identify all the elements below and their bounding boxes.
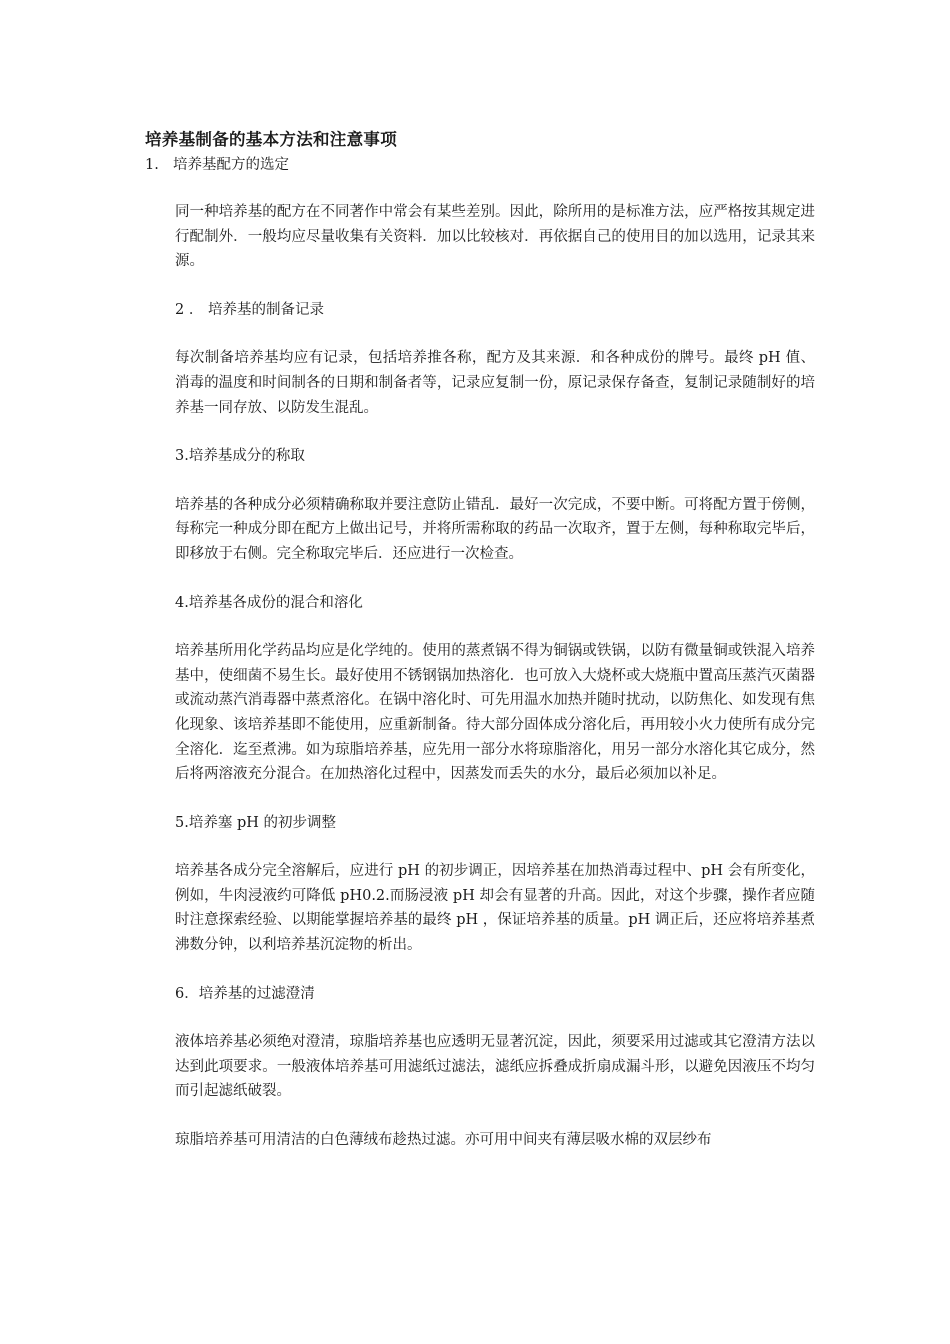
- section-heading-text: 培养基配方的选定: [173, 157, 289, 173]
- paragraph: 培养基的各种成分必须精确称取并要注意防止错乱．最好一次完成，不要中断。可将配方置于傍侧，每称完一种成分即在配方上做出记号，并将所需称取的药品一次取齐，置于左侧，每种称取完毕后，即移放于右侧。完全称取完毕后．还应进行一次检查。: [175, 496, 815, 562]
- section-heading: 2 ． 培养基的制备记录: [175, 301, 324, 318]
- paragraph: 琼脂培养基可用清洁的白色薄绒布趁热过滤。亦可用中间夹有薄层吸水棉的双层纱布: [175, 1132, 712, 1149]
- section-heading: 3.培养基成分的称取: [175, 448, 305, 465]
- section-heading: 4.培养基各成份的混合和溶化: [175, 594, 363, 611]
- section-heading: 6．培养基的过滤澄清: [175, 985, 315, 1002]
- document-title: 培养基制备的基本方法和注意事项: [145, 130, 397, 149]
- paragraph: 培养基所用化学药品均应是化学纯的。使用的蒸煮锅不得为铜锅或铁锅，以防有微量铜或铁混入培养基中，使细菌不易生长。最好使用不锈钢锅加热溶化．也可放入大烧杯或大烧瓶中置高压蒸汽灭菌器或流动蒸汽消毒器中蒸煮溶化。在锅中溶化时、可先用温水加热并随时扰动，以防焦化、如发现有焦化现象、该培养基即不能使用，应重新制备。待大部分固体成分溶化后，再用较小火力使所有成分完全溶化．迄至煮沸。如为琼脂培养基，应先用一部分水将琼脂溶化，用另一部分水溶化其它成分，然后将两溶液充分混合。在加热溶化过程中，因蒸发而丢失的水分，最后必须加以补足。: [175, 643, 815, 783]
- paragraph: 液体培养基必须绝对澄清，琼脂培养基也应透明无显著沉淀，因此，须要采用过滤或其它澄清方法以达到此项要求。一般液体培养基可用滤纸过滤法，滤纸应拆叠成折扇成漏斗形，以避免因液压不均匀而引起滤纸破裂。: [175, 1034, 815, 1100]
- document-body: [175, 200, 815, 1177]
- section-heading: 5.培养塞 pH 的初步调整: [175, 814, 336, 831]
- paragraph: 同一种培养基的配方在不同著作中常会有某些差别。因此，除所用的是标准方法，应严格按其规定进行配制外．一般均应尽量收集有关资料．加以比较核对．再依据自己的使用目的加以选用，记录其来源。: [175, 204, 815, 270]
- section-heading-1: [145, 153, 289, 174]
- paragraph: 每次制备培养基均应有记录，包括培养推各称，配方及其来源．和各种成份的牌号。最终 pH 值、消毒的温度和时间制各的日期和制备者等，记录应复制一份，原记录保存备查，复制记录随制好的培养基一同存放、以防发生混乱。: [175, 350, 815, 416]
- paragraph: 培养基各成分完全溶解后，应进行 pH 的初步调正，因培养基在加热消毒过程中、pH 会有所变化，例如，牛肉浸液约可降低 pH0.2.而肠浸液 pH 却会有显著的升高。因此，对这个步骤，操作者应随时注意探索经验、以期能掌握培养基的最终 pH ，保证培养基的质量。pH 调正后，还应将培养基煮沸数分钟，以利培养基沉淀物的析出。: [175, 863, 815, 954]
- section-number: 1.: [145, 157, 159, 173]
